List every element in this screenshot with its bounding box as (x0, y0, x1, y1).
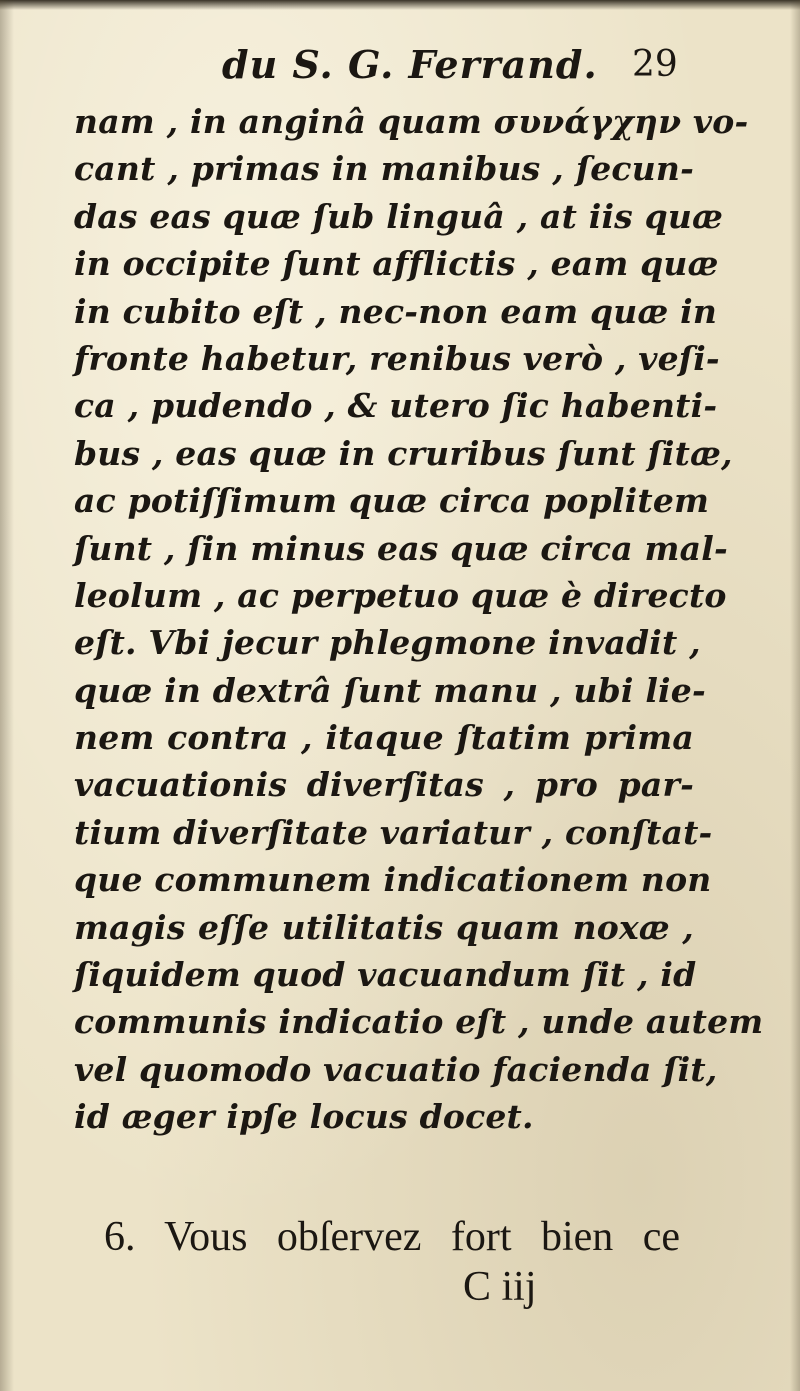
text-line: fronte habetur, renibus verò , veſi- (74, 338, 720, 378)
text-line: ca , pudendo , & utero ſic habenti- (74, 386, 718, 426)
text-line: quæ in dextrâ ſunt manu , ubi lie- (74, 670, 706, 710)
text-line: ſiquidem quod vacuandum ſit , id (74, 955, 697, 995)
text-line: ſunt , ſin minus eas quæ circa mal- (74, 528, 728, 568)
page-top-edge-shadow (0, 0, 800, 10)
text-line: magis eſſe utilitatis quam noxæ , (74, 907, 694, 947)
text-line: eſt. Vbi jecur phlegmone invadit , (74, 623, 701, 663)
french-paragraph-start: 6. Vous obſervez fort bien ce (104, 1214, 680, 1260)
page-right-edge-shadow (790, 0, 800, 1391)
page-number: 29 (632, 44, 678, 85)
text-line: vel quomodo vacuatio facienda ſit, (74, 1049, 718, 1089)
running-head: du S. G. Ferrand. (222, 42, 598, 87)
text-line: bus , eas quæ in cruribus ſunt ſitæ, (74, 433, 733, 473)
signature-mark: C iij (463, 1264, 537, 1310)
page-left-edge-shadow (0, 0, 14, 1391)
text-line: que communem indicationem non (74, 860, 712, 900)
latin-body-text (74, 98, 764, 1141)
text-line: das eas quæ ſub linguâ , at iis quæ (74, 196, 724, 236)
text-line: id æger ipſe locus docet. (74, 1097, 534, 1137)
text-line: cant , primas in manibus , ſecun- (74, 149, 694, 189)
text-line: in occipite ſunt afflictis , eam quæ (74, 244, 719, 284)
text-line: leolum , ac perpetuo quæ è directo (74, 575, 727, 615)
text-line: ac potiſſimum quæ circa poplitem (74, 481, 710, 521)
text-line: communis indicatio eſt , unde autem (74, 1002, 764, 1042)
text-line: in cubito eſt , nec-non eam quæ in (74, 291, 718, 331)
text-line: nem contra , itaque ſtatim prima (74, 718, 694, 758)
text-line: nam , in anginâ quam συνάγχην vo- (74, 102, 749, 141)
text-line: tium diverſitate variatur , conſtat- (74, 812, 713, 852)
text-line: vacuationis diverſitas , pro par- (74, 765, 694, 805)
